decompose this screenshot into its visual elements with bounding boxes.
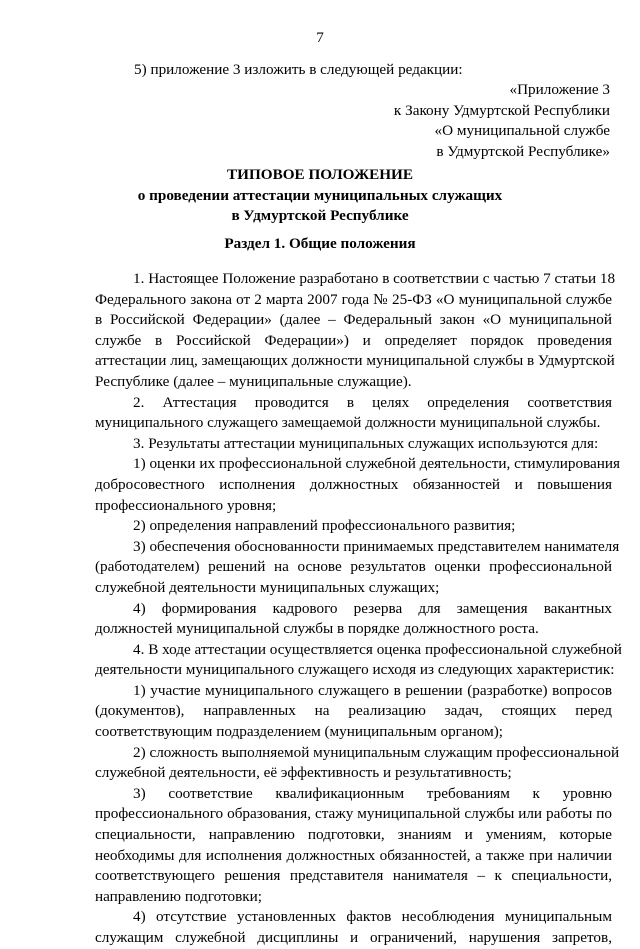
- text-line: 1. Настоящее Положение разработано в соответствии с частью 7 статьи 18: [133, 270, 616, 287]
- text-line: аттестации лиц, замещающих должности муниципальной службы в Удмуртской: [95, 352, 615, 370]
- text-line: соответствующим подразделением (муниципальным органом);: [95, 723, 503, 741]
- text-line: муниципального служащего замещаемой должности муниципальной службы.: [95, 414, 601, 432]
- text-line: должностей муниципальной службы в порядке должностного роста.: [95, 620, 539, 638]
- text-line: направлению подготовки;: [95, 887, 263, 905]
- section-heading: Раздел 1. Общие положения: [224, 235, 416, 252]
- amendment-intro: 5) приложение 3 изложить в следующей редакции:: [134, 61, 463, 78]
- text-line: (документов), направленных на реализацию задач, стоящих перед: [95, 702, 612, 720]
- text-line: специальности, направлению подготовки, знаниям и умениям, которые: [95, 826, 612, 844]
- text-line: 3. Результаты аттестации муниципальных служащих используются для:: [133, 434, 599, 452]
- text-line: добросовестного исполнения должностных обязанностей и повышения: [95, 475, 612, 493]
- title-line: в Удмуртской Республике: [231, 207, 409, 225]
- text-line: службе в Российской Федерации») и определяет порядок проведения: [95, 331, 612, 349]
- text-line: 3) соответствие квалификационным требованиям к уровню: [133, 784, 612, 802]
- text-line: служебной деятельности, её эффективность и результативность;: [95, 764, 512, 782]
- annex-line: «О муниципальной службе: [434, 122, 610, 140]
- body-text: [95, 269, 622, 949]
- text-line: 2) определения направлений профессионального развития;: [133, 517, 516, 535]
- document-title: [0, 165, 640, 227]
- text-line: 4) формирования кадрового резерва для замещения вакантных: [133, 599, 612, 617]
- title-line: о проведении аттестации муниципальных служащих: [137, 186, 503, 204]
- annex-line: к Закону Удмуртской Республики: [393, 101, 610, 119]
- text-line: в Российской Федерации» (далее – Федеральный закон «О муниципальной: [95, 311, 612, 329]
- title-line: ТИПОВОЕ ПОЛОЖЕНИЕ: [227, 166, 413, 183]
- text-line: 1) оценки их профессиональной служебной деятельности, стимулирования: [133, 455, 621, 473]
- text-line: 4) отсутствие установленных фактов несоблюдения муниципальным: [133, 908, 612, 926]
- text-line: 2. Аттестация проводится в целях определения соответствия: [133, 393, 612, 411]
- text-line: 1) участие муниципального служащего в решении (разработке) вопросов: [133, 681, 612, 699]
- text-line: Республике (далее – муниципальные служащие).: [95, 372, 412, 390]
- annex-line: в Удмуртской Республике»: [436, 142, 610, 160]
- text-line: соответствующего решения представителя нанимателя – к специальности,: [95, 867, 612, 885]
- text-line: 4. В ходе аттестации осуществляется оценка профессиональной служебной: [133, 640, 622, 658]
- text-line: 2) сложность выполняемой муниципальным служащим профессиональной: [133, 743, 620, 761]
- text-line: профессионального уровня;: [95, 496, 277, 514]
- annex-reference: [394, 80, 610, 162]
- text-line: (работодателем) решений на основе результатов оценки профессиональной: [95, 558, 612, 576]
- text-line: служащим служебной дисциплины и ограничений, нарушения запретов,: [95, 929, 612, 946]
- text-line: Федерального закона от 2 марта 2007 года № 25-ФЗ «О муниципальной службе: [95, 290, 612, 308]
- text-line: деятельности муниципального служащего исходя из следующих характеристик:: [95, 661, 615, 679]
- text-line: служебной деятельности муниципальных служащих;: [95, 578, 440, 596]
- annex-line: «Приложение 3: [509, 81, 610, 98]
- text-line: необходимы для исполнения должностных обязанностей, а также при наличии: [95, 846, 612, 864]
- text-line: профессионального образования, стажу муниципальной службы или работы по: [95, 805, 612, 823]
- page-number: 7: [316, 29, 324, 46]
- text-line: 3) обеспечения обоснованности принимаемых представителем нанимателя: [133, 537, 620, 555]
